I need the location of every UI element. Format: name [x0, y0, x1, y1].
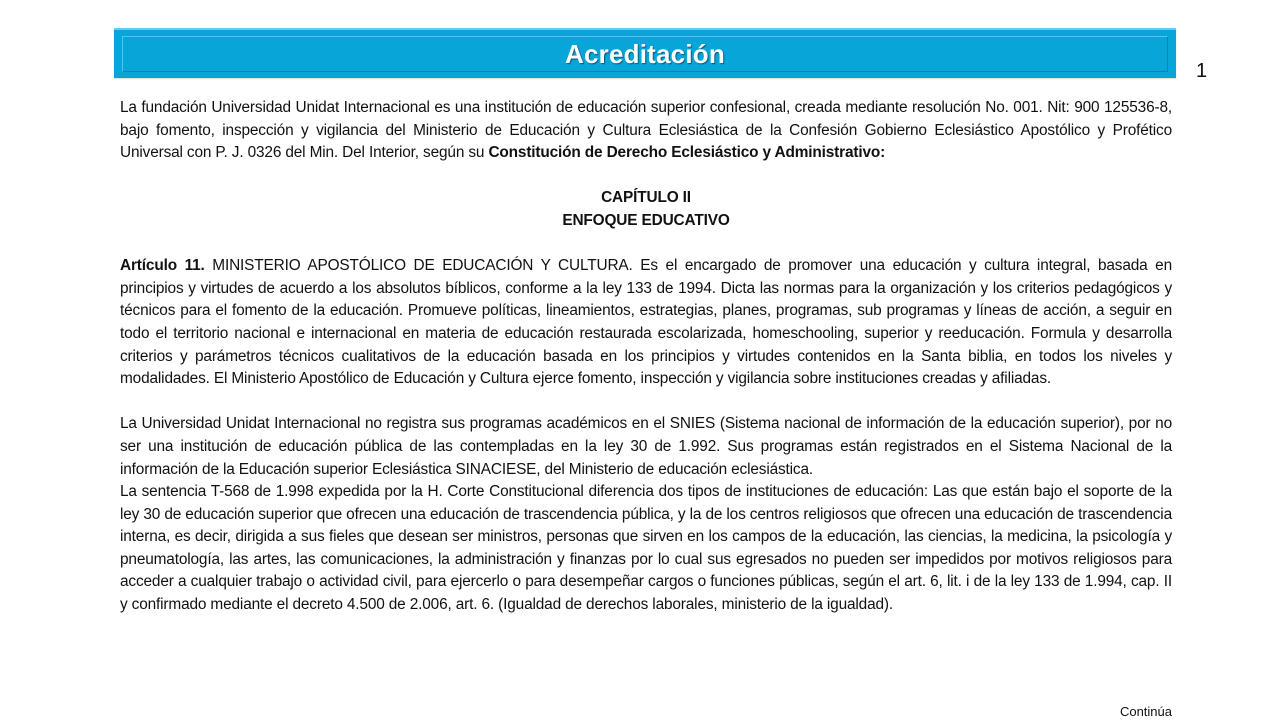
article-text: MINISTERIO APOSTÓLICO DE EDUCACIÓN Y CULTURA. Es el encargado de promover una educación y cultura integral, basada en principios y virtudes de acuerdo a los absolutos bíblicos, conforme a la ley 133 de 1994. Dicta las normas para la organización y los criterios pedagógicos y técnicos para el fomento de la educación. Promueve políticas, lineamientos, estrategias, planes, programas, sub programas y líneas de acción, a seguir en todo el territorio nacional e internacional en materia de educación restaurada escolarizada, homeschooling, superior y reeducación. Formula y desarrolla criterios y parámetros técnicos cualitativos de la educación basada en los principios y virtudes contenidos en la Santa biblia, en todos los niveles y modalidades. El Ministerio Apostólico de Educación y Cultura ejerce fomento, inspección y vigilancia sobre instituciones creadas y afiliadas.	[120, 257, 1172, 388]
intro-paragraph	[120, 97, 1172, 165]
document-body	[120, 97, 1172, 617]
spacer	[120, 233, 1172, 256]
page-title: Acreditación	[565, 38, 725, 69]
chapter-title: ENFOQUE EDUCATIVO	[562, 211, 730, 229]
intro-bold-text: Constitución de Derecho Eclesiástico y Administrativo:	[488, 144, 886, 162]
spacer	[120, 391, 1172, 414]
intro-text: La fundación Universidad Unidat Internacional es una institución de educación superior confesional, creada mediante resolución No. 001. Nit: 900 125536-8, bajo fomento, inspección y vigilancia del Ministerio de Educación y Cultura Eclesiástica de la Confesión Gobierno Eclesiástico Apostólico y Profético Universal con P. J. 0326 del Min. Del Interior, según su	[120, 99, 1172, 162]
chapter-number: CAPÍTULO II	[601, 189, 691, 207]
title-banner-frame	[122, 36, 1168, 72]
snies-paragraph: La Universidad Unidat Internacional no registra sus programas académicos en el SNIES (Sistema nacional de información de la educación superior), por no ser una institución de educación pública de las contempladas en la ley 30 de 1.992. Sus programas están registrados en el Sistema Nacional de la información de la Educación superior Eclesiástica SINACIESE, del Ministerio de educación eclesiástica.	[120, 415, 1172, 478]
page-number: 1	[1196, 60, 1208, 82]
article-paragraph	[120, 255, 1172, 391]
article-label: Artículo 11.	[120, 257, 205, 275]
sentencia-paragraph: La sentencia T-568 de 1.998 expedida por la H. Corte Constitucional diferencia dos tipos de instituciones de educación: Las que están bajo el soporte de la ley 30 de educación superior que ofrecen una educación de trascendencia pública, y la de los centros religiosos que ofrecen una educación de trascendencia interna, es decir, dirigida a sus fieles que desean ser ministros, personas que sirven en los campos de la educación, las ciencias, la medicina, la psicología y pneumatología, las artes, las comunicaciones, la administración y finanzas por lo cual sus egresados no pueden ser impedidos por motivos religiosos para acceder a cualquier trabajo o actividad civil, para ejercerlo o para desempeñar cargos o funciones públicas, según el art. 6, lit. i de la ley 133 de 1.994, cap. II y confirmado mediante el decreto 4.500 de 2.006, art. 6. (Igualdad de derechos laborales, ministerio de la igualdad).	[120, 483, 1172, 614]
title-banner	[114, 28, 1176, 78]
continue-label: Continúa	[1119, 704, 1172, 719]
spacer	[120, 165, 1172, 188]
